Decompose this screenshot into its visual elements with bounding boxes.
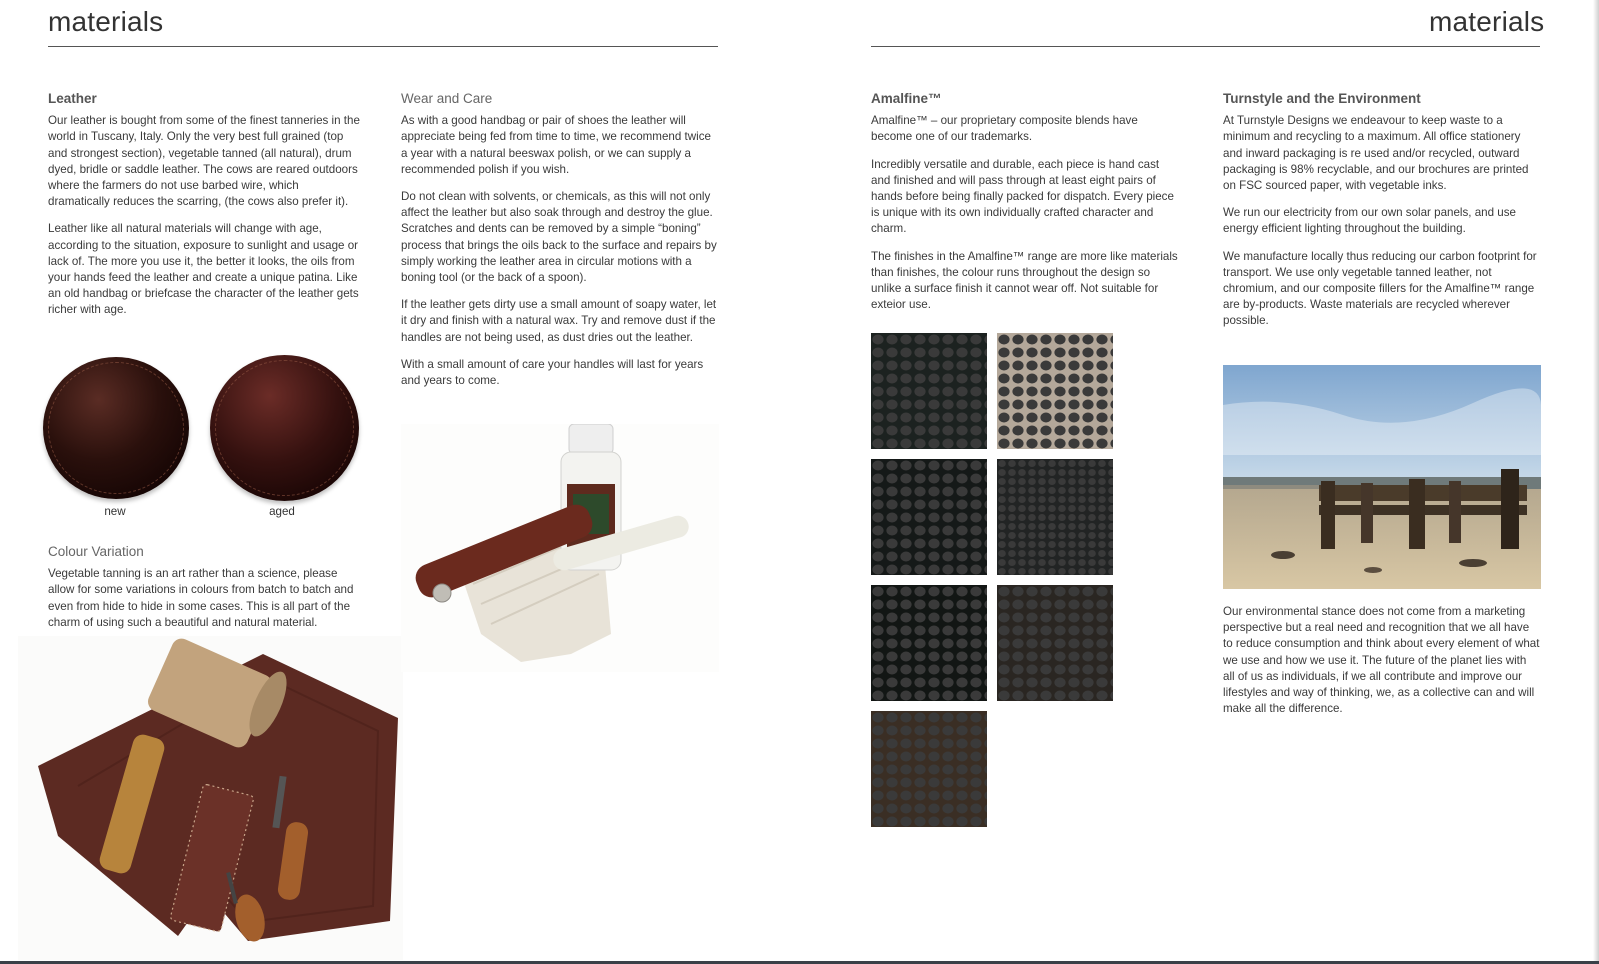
wear-and-care-paragraph: If the leather gets dirty use a small amount of soapy water, let it dry and finish with a natural wax. Try and remove dust if the handles are not being used, as dust dries out the leather.	[401, 298, 717, 344]
aged-leather-ball-image	[210, 355, 359, 501]
amalfine-section	[871, 91, 1179, 324]
amalfine-swatch	[871, 459, 987, 575]
leather-heading: Leather	[48, 91, 97, 106]
care-kit-photo	[401, 424, 719, 672]
environment-paragraph: We run our electricity from our own solar panels, and use energy efficient lighting throughout the building.	[1223, 206, 1516, 236]
leather-tools-photo	[18, 636, 403, 960]
caption-new: new	[104, 505, 126, 518]
environment-paragraph: We manufacture locally thus reducing our carbon footprint for transport. We use only vegetable tanned leather, not chromium, and our composite fillers for the Amalfine™ range are by-products. Waste materials are recycled wherever possible.	[1223, 249, 1537, 328]
amalfine-heading: Amalfine™	[871, 91, 942, 106]
amalfine-paragraph: The finishes in the Amalfine™ range are more like materials than finishes, the colour runs throughout the design so unlike a surface finish it cannot wear off. Not suitable for exteior use.	[871, 249, 1178, 312]
amalfine-paragraph: Amalfine™ – our proprietary composite blends have become one of our trademarks.	[871, 114, 1138, 144]
page-edge-shadow	[1593, 0, 1599, 964]
wear-and-care-section	[401, 91, 719, 400]
amalfine-swatch	[997, 585, 1113, 701]
right-title-rule	[871, 46, 1540, 47]
colour-variation-paragraph: Vegetable tanning is an art rather than a science, please allow for some variations in colours from batch to batch and even from hide to hide in some cases. This is all part of the charm of using such a beautiful and natural material.	[48, 567, 354, 629]
amalfine-swatch	[997, 459, 1113, 575]
beach-groyne-photo	[1223, 365, 1541, 589]
left-title-rule	[48, 46, 718, 47]
leather-section	[48, 91, 360, 330]
leather-paragraph: Our leather is bought from some of the finest tanneries in the world in Tuscany, Italy. Only the very best full grained (top and strongest section), vegetable tanned (all natural), drum dyed, bridle or saddle leather. The cows are reared outdoors where the farmers do not use barbed wire, which dramatically reduces the scarring, (the cows also prefer it).	[48, 114, 360, 209]
amalfine-paragraph: Incredibly versatile and durable, each piece is hand cast and finished and will pass through at least eight pairs of hands before being finally packed for dispatch. Every piece is unique with its own individually crafted character and charm.	[871, 157, 1174, 236]
environment-closing-section	[1223, 604, 1541, 728]
caption-aged: aged	[269, 505, 295, 518]
left-page-title: materials	[48, 6, 164, 37]
environment-paragraph: At Turnstyle Designs we endeavour to keep waste to a minimum and recycling to a maximum. All office stationery and inward packaging is re used and/or recycled, outward packaging is 98% recyclable, and our brochures are printed on FSC sourced paper, with vegetable inks.	[1223, 114, 1529, 193]
wear-and-care-paragraph: As with a good handbag or pair of shoes the leather will appreciate being fed from time to time, we recommend twice a year with a natural beeswax polish, or we can supply a recommended polish if you wish.	[401, 114, 711, 176]
amalfine-swatch	[871, 333, 987, 449]
wear-and-care-heading: Wear and Care	[401, 91, 493, 106]
new-leather-ball-image	[43, 357, 189, 499]
amalfine-swatch	[871, 585, 987, 701]
amalfine-swatch	[997, 333, 1113, 449]
environment-heading: Turnstyle and the Environment	[1223, 91, 1421, 106]
colour-variation-section	[48, 544, 360, 642]
environment-section	[1223, 91, 1541, 341]
wear-and-care-paragraph: Do not clean with solvents, or chemicals, as this will not only affect the leather but also soak through and destroy the glue. Scratches and dents can be removed by a simple “boning” process that brings the oils back to the surface and repairs by simply working the leather area in circular motions with a boning tool (or the back of a spoon).	[401, 190, 717, 285]
colour-variation-heading: Colour Variation	[48, 544, 144, 559]
environment-paragraph: Our environmental stance does not come from a marketing perspective but a real need and recognition that we all have to reduce consumption and think about every element of what we use and how we use it. The future of the planet lies with all of us as individuals, if we all contribute and improve our lifestyles and way of thinking, we, as a collective can and will make all the difference.	[1223, 605, 1540, 716]
amalfine-swatch	[871, 711, 987, 827]
leather-paragraph: Leather like all natural materials will change with age, according to the situation, exposure to sunlight and usage or lack of. The more you use it, the better it looks, the oils from your hands feed the leather and create a unique patina. Like an old handbag or briefcase the character of the leather gets richer with age.	[48, 222, 359, 317]
wear-and-care-paragraph: With a small amount of care your handles will last for years and years to come.	[401, 357, 704, 388]
right-page-title: materials	[1429, 6, 1545, 37]
